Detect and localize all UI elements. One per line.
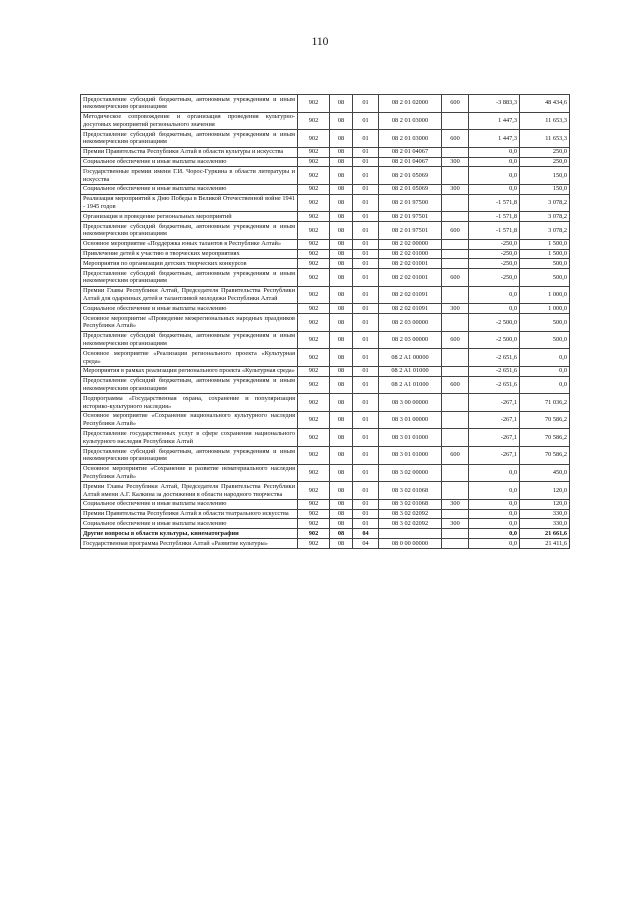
row-section-code: 08: [330, 464, 353, 482]
row-section-code: 08: [330, 429, 353, 447]
row-change-amount: -267,1: [469, 429, 520, 447]
row-ministry-code: 902: [298, 482, 330, 500]
row-total-amount: 500,0: [520, 259, 570, 269]
row-name: Основное мероприятие «Поддержка юных талантов в Республике Алтай»: [81, 239, 298, 249]
row-name: Другие вопросы в области культуры, кинематографии: [81, 529, 298, 539]
row-target-article: 08 2 02 01000: [379, 249, 442, 259]
row-target-article: 08 3 01 01000: [379, 429, 442, 447]
table-row: [81, 519, 570, 529]
row-section-code: 08: [330, 249, 353, 259]
table-row: [81, 394, 570, 412]
row-expense-type: [442, 239, 469, 249]
row-subsection-code: 01: [353, 376, 379, 394]
row-subsection-code: 01: [353, 167, 379, 185]
row-expense-type: [442, 529, 469, 539]
row-name: Премии Правительства Республики Алтай в области культуры и искусства: [81, 147, 298, 157]
row-target-article: 08 2 A1 00000: [379, 349, 442, 367]
table-row: [81, 411, 570, 429]
row-subsection-code: 01: [353, 95, 379, 113]
row-ministry-code: 902: [298, 366, 330, 376]
row-section-code: 08: [330, 539, 353, 549]
row-ministry-code: 902: [298, 222, 330, 240]
row-expense-type: [442, 212, 469, 222]
row-ministry-code: 902: [298, 509, 330, 519]
row-name: Реализация мероприятий к Дню Победы в Великой Отечественной войне 1941 - 1945 годов: [81, 194, 298, 212]
row-total-amount: 1 500,0: [520, 239, 570, 249]
row-change-amount: -1 571,8: [469, 222, 520, 240]
row-target-article: 08 0 00 00000: [379, 539, 442, 549]
row-subsection-code: 01: [353, 239, 379, 249]
row-target-article: 08 2 A1 01000: [379, 376, 442, 394]
row-expense-type: [442, 366, 469, 376]
row-total-amount: 330,0: [520, 509, 570, 519]
row-change-amount: 0,0: [469, 509, 520, 519]
row-section-code: 08: [330, 167, 353, 185]
row-target-article: 08 2 01 05069: [379, 167, 442, 185]
row-change-amount: -267,1: [469, 411, 520, 429]
table-row: [81, 429, 570, 447]
row-ministry-code: 902: [298, 519, 330, 529]
row-name: Предоставление субсидий бюджетным, автономным учреждениям и иным некоммерческим организациям: [81, 331, 298, 349]
row-ministry-code: 902: [298, 167, 330, 185]
row-subsection-code: 01: [353, 157, 379, 167]
row-change-amount: 0,0: [469, 519, 520, 529]
row-total-amount: 0,0: [520, 366, 570, 376]
row-expense-type: [442, 482, 469, 500]
row-change-amount: 0,0: [469, 157, 520, 167]
row-ministry-code: 902: [298, 304, 330, 314]
row-change-amount: 0,0: [469, 286, 520, 304]
row-expense-type: 600: [442, 130, 469, 148]
row-target-article: 08 2 01 04067: [379, 147, 442, 157]
row-total-amount: 71 036,2: [520, 394, 570, 412]
row-ministry-code: 902: [298, 394, 330, 412]
row-change-amount: -2 500,0: [469, 331, 520, 349]
row-target-article: 08 2 02 01001: [379, 259, 442, 269]
row-change-amount: 1 447,3: [469, 130, 520, 148]
row-total-amount: 450,0: [520, 464, 570, 482]
row-change-amount: 0,0: [469, 539, 520, 549]
row-change-amount: -1 571,8: [469, 212, 520, 222]
row-subsection-code: 01: [353, 429, 379, 447]
table-row: [81, 482, 570, 500]
row-subsection-code: 01: [353, 499, 379, 509]
row-target-article: 08 2 01 97501: [379, 222, 442, 240]
row-section-code: 08: [330, 130, 353, 148]
table-row: [81, 222, 570, 240]
row-section-code: 08: [330, 447, 353, 465]
row-ministry-code: 902: [298, 411, 330, 429]
row-section-code: 08: [330, 184, 353, 194]
row-section-code: 08: [330, 147, 353, 157]
table-row: [81, 147, 570, 157]
row-total-amount: 250,0: [520, 147, 570, 157]
row-name: Основное мероприятие «Проведение межрегиональных народных праздников Республики Алтай»: [81, 314, 298, 332]
row-subsection-code: 01: [353, 349, 379, 367]
row-change-amount: -2 500,0: [469, 314, 520, 332]
row-name: Премии Главы Республики Алтай, Председателя Правительства Республики Алтай для одаренных детей и талантливой молодежи Республики Алтай: [81, 286, 298, 304]
row-name: Социальное обеспечение и иные выплаты населению: [81, 157, 298, 167]
row-ministry-code: 902: [298, 112, 330, 130]
row-ministry-code: 902: [298, 130, 330, 148]
row-expense-type: [442, 509, 469, 519]
row-change-amount: -2 651,6: [469, 349, 520, 367]
row-name: Мероприятия в рамках реализации регионального проекта «Культурная среда»: [81, 366, 298, 376]
row-ministry-code: 902: [298, 157, 330, 167]
table-row: [81, 499, 570, 509]
row-target-article: 08 2 01 03000: [379, 112, 442, 130]
row-change-amount: -3 883,3: [469, 95, 520, 113]
table-row: [81, 130, 570, 148]
row-expense-type: [442, 394, 469, 412]
table-row: [81, 95, 570, 113]
row-ministry-code: 902: [298, 286, 330, 304]
row-name: Предоставление субсидий бюджетным, автономным учреждениям и иным некоммерческим организациям: [81, 95, 298, 113]
row-change-amount: 0,0: [469, 529, 520, 539]
row-change-amount: 0,0: [469, 499, 520, 509]
row-target-article: 08 3 02 01068: [379, 499, 442, 509]
row-target-article: 08 3 02 00000: [379, 464, 442, 482]
row-section-code: 08: [330, 366, 353, 376]
row-total-amount: 120,0: [520, 482, 570, 500]
row-section-code: 08: [330, 222, 353, 240]
row-total-amount: 250,0: [520, 157, 570, 167]
row-change-amount: -1 571,8: [469, 194, 520, 212]
row-ministry-code: 902: [298, 447, 330, 465]
row-expense-type: 600: [442, 376, 469, 394]
row-expense-type: [442, 314, 469, 332]
row-target-article: 08 2 03 00000: [379, 331, 442, 349]
row-subsection-code: 01: [353, 394, 379, 412]
table-row: [81, 464, 570, 482]
row-subsection-code: 01: [353, 222, 379, 240]
row-total-amount: 3 078,2: [520, 194, 570, 212]
row-target-article: 08 3 02 01068: [379, 482, 442, 500]
row-section-code: 08: [330, 212, 353, 222]
row-section-code: 08: [330, 286, 353, 304]
row-section-code: 08: [330, 331, 353, 349]
row-name: Организация и проведение региональных мероприятий: [81, 212, 298, 222]
row-section-code: 08: [330, 95, 353, 113]
row-change-amount: 0,0: [469, 482, 520, 500]
row-expense-type: [442, 349, 469, 367]
row-change-amount: -267,1: [469, 394, 520, 412]
row-section-code: 08: [330, 482, 353, 500]
row-total-amount: 500,0: [520, 269, 570, 287]
row-target-article: 08 3 02 02092: [379, 519, 442, 529]
row-name: Мероприятия по организации детских творческих конкурсов: [81, 259, 298, 269]
row-section-code: 08: [330, 194, 353, 212]
row-total-amount: 500,0: [520, 314, 570, 332]
row-ministry-code: 902: [298, 147, 330, 157]
row-ministry-code: 902: [298, 314, 330, 332]
row-change-amount: -2 651,6: [469, 366, 520, 376]
table-row: [81, 184, 570, 194]
row-expense-type: [442, 259, 469, 269]
row-ministry-code: 902: [298, 184, 330, 194]
row-ministry-code: 902: [298, 529, 330, 539]
row-section-code: 08: [330, 239, 353, 249]
row-expense-type: [442, 464, 469, 482]
row-target-article: 08 2 01 05069: [379, 184, 442, 194]
row-section-code: 08: [330, 499, 353, 509]
row-subsection-code: 04: [353, 539, 379, 549]
row-expense-type: 300: [442, 184, 469, 194]
page-number: 110: [311, 36, 329, 48]
row-target-article: [379, 529, 442, 539]
row-change-amount: -250,0: [469, 269, 520, 287]
row-expense-type: 300: [442, 499, 469, 509]
row-section-code: 08: [330, 509, 353, 519]
row-total-amount: 48 434,6: [520, 95, 570, 113]
row-ministry-code: 902: [298, 212, 330, 222]
row-subsection-code: 04: [353, 529, 379, 539]
budget-rows: [81, 95, 570, 549]
row-total-amount: 11 653,3: [520, 112, 570, 130]
row-total-amount: 500,0: [520, 331, 570, 349]
table-row: [81, 509, 570, 519]
row-target-article: 08 2 02 01091: [379, 286, 442, 304]
row-subsection-code: 01: [353, 212, 379, 222]
row-subsection-code: 01: [353, 482, 379, 500]
row-name: Методическое сопровождение и организация проведения культурно-досуговых мероприятий регионального значения: [81, 112, 298, 130]
row-subsection-code: 01: [353, 249, 379, 259]
row-section-code: 08: [330, 269, 353, 287]
row-expense-type: [442, 194, 469, 212]
row-name: Предоставление субсидий бюджетным, автономным учреждениям и иным некоммерческим организациям: [81, 222, 298, 240]
row-section-code: 08: [330, 314, 353, 332]
row-target-article: 08 2 01 03000: [379, 130, 442, 148]
row-ministry-code: 902: [298, 499, 330, 509]
row-expense-type: [442, 112, 469, 130]
row-target-article: 08 2 01 02000: [379, 95, 442, 113]
row-change-amount: -250,0: [469, 239, 520, 249]
row-subsection-code: 01: [353, 194, 379, 212]
row-target-article: 08 3 01 01000: [379, 447, 442, 465]
row-subsection-code: 01: [353, 130, 379, 148]
row-change-amount: 0,0: [469, 464, 520, 482]
row-target-article: 08 3 00 00000: [379, 394, 442, 412]
row-name: Социальное обеспечение и иные выплаты населению: [81, 184, 298, 194]
row-expense-type: 600: [442, 95, 469, 113]
row-name: Основное мероприятие «Реализация регионального проекта «Культурная среда»: [81, 349, 298, 367]
row-section-code: 08: [330, 376, 353, 394]
row-change-amount: 0,0: [469, 184, 520, 194]
table-row: [81, 529, 570, 539]
row-section-code: 08: [330, 349, 353, 367]
row-expense-type: [442, 167, 469, 185]
row-name: Государственная программа Республики Алтай «Развитие культуры»: [81, 539, 298, 549]
row-ministry-code: 902: [298, 95, 330, 113]
row-target-article: 08 2 01 97501: [379, 212, 442, 222]
row-subsection-code: 01: [353, 519, 379, 529]
row-change-amount: 0,0: [469, 167, 520, 185]
row-name: Предоставление субсидий бюджетным, автономным учреждениям и иным некоммерческим организациям: [81, 130, 298, 148]
row-total-amount: 0,0: [520, 349, 570, 367]
row-target-article: 08 2 02 01001: [379, 269, 442, 287]
row-expense-type: 600: [442, 269, 469, 287]
table-row: [81, 249, 570, 259]
row-ministry-code: 902: [298, 349, 330, 367]
row-target-article: 08 2 01 97500: [379, 194, 442, 212]
table-row: [81, 194, 570, 212]
row-ministry-code: 902: [298, 269, 330, 287]
row-name: Предоставление субсидий бюджетным, автономным учреждениям и иным некоммерческим организациям: [81, 447, 298, 465]
row-total-amount: 1 000,0: [520, 286, 570, 304]
table-row: [81, 376, 570, 394]
row-subsection-code: 01: [353, 304, 379, 314]
table-row: [81, 304, 570, 314]
row-ministry-code: 902: [298, 464, 330, 482]
row-target-article: 08 2 03 00000: [379, 314, 442, 332]
row-section-code: 08: [330, 519, 353, 529]
row-target-article: 08 2 02 01091: [379, 304, 442, 314]
row-section-code: 08: [330, 411, 353, 429]
row-change-amount: -267,1: [469, 447, 520, 465]
table-row: [81, 167, 570, 185]
table-row: [81, 157, 570, 167]
row-subsection-code: 01: [353, 331, 379, 349]
row-ministry-code: 902: [298, 429, 330, 447]
row-expense-type: 300: [442, 157, 469, 167]
row-expense-type: [442, 147, 469, 157]
row-total-amount: 120,0: [520, 499, 570, 509]
row-name: Государственные премии имени Г.И. Чорос-Гуркина в области литературы и искусства: [81, 167, 298, 185]
row-ministry-code: 902: [298, 194, 330, 212]
row-total-amount: 21 661,6: [520, 529, 570, 539]
row-total-amount: 70 586,2: [520, 429, 570, 447]
table-row: [81, 314, 570, 332]
row-name: Подпрограмма «Государственная охрана, сохранение и популяризация историко-культурного наследия»: [81, 394, 298, 412]
row-expense-type: [442, 411, 469, 429]
row-total-amount: 3 078,2: [520, 212, 570, 222]
row-total-amount: 70 586,2: [520, 411, 570, 429]
row-subsection-code: 01: [353, 269, 379, 287]
row-subsection-code: 01: [353, 286, 379, 304]
row-name: Предоставление субсидий бюджетным, автономным учреждениям и иным некоммерческим организациям: [81, 376, 298, 394]
row-change-amount: 1 447,3: [469, 112, 520, 130]
row-expense-type: 300: [442, 304, 469, 314]
row-change-amount: -250,0: [469, 259, 520, 269]
row-total-amount: 11 653,3: [520, 130, 570, 148]
table-row: [81, 366, 570, 376]
row-subsection-code: 01: [353, 366, 379, 376]
row-name: Социальное обеспечение и иные выплаты населению: [81, 304, 298, 314]
row-subsection-code: 01: [353, 314, 379, 332]
row-name: Основное мероприятие «Сохранение национального культурного наследия Республики Алтай»: [81, 411, 298, 429]
row-name: Премии Правительства Республики Алтай в области театрального искусства: [81, 509, 298, 519]
row-total-amount: 21 411,6: [520, 539, 570, 549]
row-subsection-code: 01: [353, 184, 379, 194]
table-row: [81, 331, 570, 349]
table-row: [81, 269, 570, 287]
row-section-code: 08: [330, 259, 353, 269]
row-subsection-code: 01: [353, 411, 379, 429]
row-subsection-code: 01: [353, 447, 379, 465]
row-expense-type: [442, 539, 469, 549]
row-ministry-code: 902: [298, 331, 330, 349]
row-change-amount: -250,0: [469, 249, 520, 259]
row-section-code: 08: [330, 529, 353, 539]
row-total-amount: 3 078,2: [520, 222, 570, 240]
row-expense-type: [442, 249, 469, 259]
row-total-amount: 1 500,0: [520, 249, 570, 259]
row-ministry-code: 902: [298, 376, 330, 394]
row-total-amount: 1 000,0: [520, 304, 570, 314]
row-target-article: 08 2 02 00000: [379, 239, 442, 249]
row-ministry-code: 902: [298, 259, 330, 269]
row-section-code: 08: [330, 157, 353, 167]
row-name: Социальное обеспечение и иные выплаты населению: [81, 519, 298, 529]
table-row: [81, 259, 570, 269]
row-total-amount: 0,0: [520, 376, 570, 394]
budget-table: [80, 94, 570, 549]
row-name: Премии Главы Республики Алтай, Председателя Правительства Республики Алтай имени А.Г. Калкина за достижения в области народного творчества: [81, 482, 298, 500]
row-section-code: 08: [330, 304, 353, 314]
row-total-amount: 70 586,2: [520, 447, 570, 465]
row-expense-type: 300: [442, 519, 469, 529]
table-row: [81, 349, 570, 367]
row-expense-type: 600: [442, 222, 469, 240]
row-total-amount: 150,0: [520, 184, 570, 194]
row-target-article: 08 2 01 04067: [379, 157, 442, 167]
row-expense-type: 600: [442, 447, 469, 465]
row-ministry-code: 902: [298, 249, 330, 259]
table-row: [81, 212, 570, 222]
table-row: [81, 112, 570, 130]
table-row: [81, 539, 570, 549]
row-ministry-code: 902: [298, 239, 330, 249]
row-target-article: 08 3 01 00000: [379, 411, 442, 429]
row-section-code: 08: [330, 394, 353, 412]
row-total-amount: 330,0: [520, 519, 570, 529]
row-name: Предоставление государственных услуг в сфере сохранения национального культурного наследия Республики Алтай: [81, 429, 298, 447]
row-change-amount: -2 651,6: [469, 376, 520, 394]
row-expense-type: [442, 286, 469, 304]
row-change-amount: 0,0: [469, 147, 520, 157]
row-expense-type: 600: [442, 331, 469, 349]
row-name: Предоставление субсидий бюджетным, автономным учреждениям и иным некоммерческим организациям: [81, 269, 298, 287]
row-ministry-code: 902: [298, 539, 330, 549]
row-subsection-code: 01: [353, 509, 379, 519]
row-total-amount: 150,0: [520, 167, 570, 185]
table-row: [81, 239, 570, 249]
row-subsection-code: 01: [353, 147, 379, 157]
row-subsection-code: 01: [353, 259, 379, 269]
row-expense-type: [442, 429, 469, 447]
row-section-code: 08: [330, 112, 353, 130]
row-target-article: 08 3 02 02092: [379, 509, 442, 519]
row-name: Социальное обеспечение и иные выплаты населению: [81, 499, 298, 509]
row-target-article: 08 2 A1 01000: [379, 366, 442, 376]
table-row: [81, 286, 570, 304]
table-row: [81, 447, 570, 465]
row-subsection-code: 01: [353, 112, 379, 130]
row-name: Привлечение детей к участию в творческих мероприятиях: [81, 249, 298, 259]
row-subsection-code: 01: [353, 464, 379, 482]
row-change-amount: 0,0: [469, 304, 520, 314]
row-name: Основное мероприятие «Сохранение и развитие нематериального наследия Республики Алтай»: [81, 464, 298, 482]
